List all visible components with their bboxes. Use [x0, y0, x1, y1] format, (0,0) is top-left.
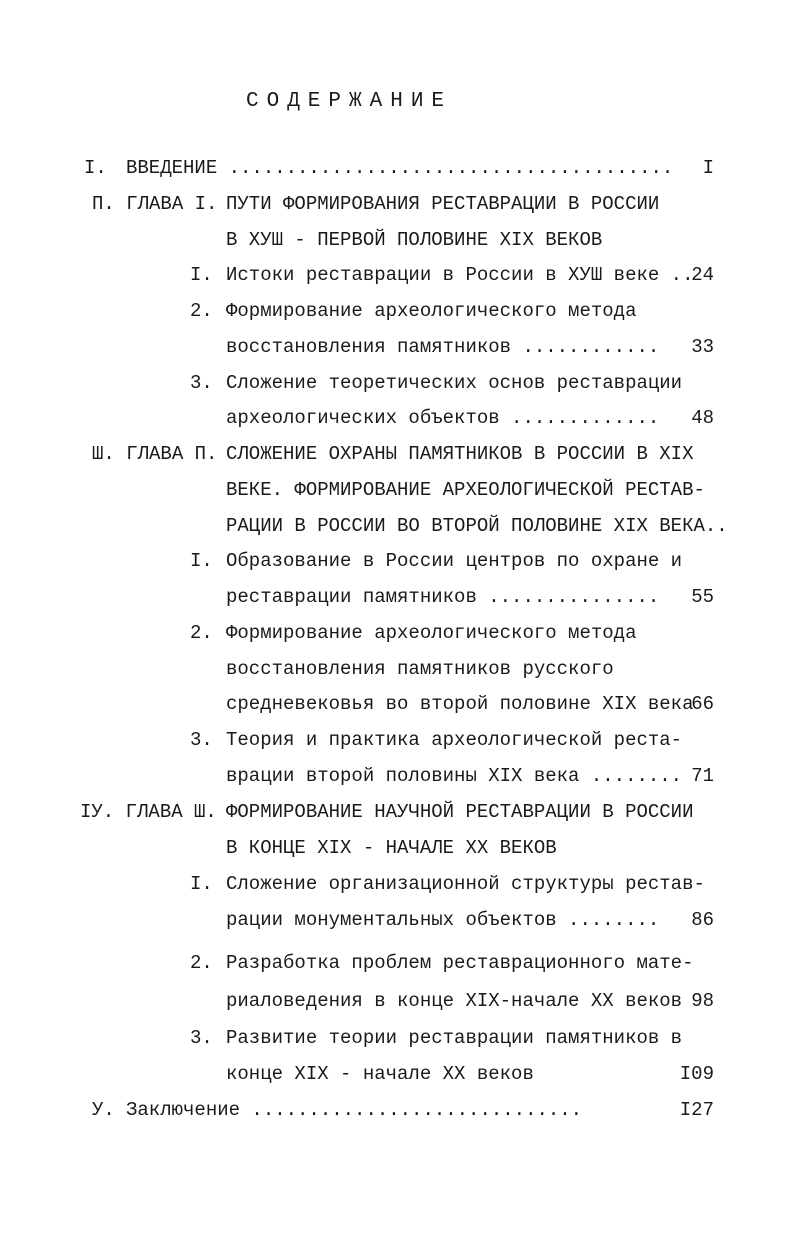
ch2-section-1-number: I. — [190, 550, 213, 572]
chapter-2-number: Ш. ГЛАВА П. — [92, 443, 218, 465]
ch1-section-3-line2: археологических объектов ............. — [226, 407, 660, 429]
chapter-1-title-line2: В ХУШ - ПЕРВОЙ ПОЛОВИНЕ XIX ВЕКОВ — [226, 229, 603, 251]
ch3-section-3-line1: Развитие теории реставрации памятников в — [226, 1027, 683, 1049]
ch1-section-3-page: 48 — [691, 407, 714, 429]
ch2-section-1-line2: реставрации памятников ............... — [226, 586, 660, 608]
ch1-section-1-line1: Истоки реставрации в России в ХУШ веке .. — [226, 264, 694, 286]
entry-conclusion-number: У. — [92, 1099, 115, 1121]
ch2-section-2-page: 66 — [691, 693, 714, 715]
ch1-section-1-page: 24 — [691, 264, 714, 286]
ch3-section-2-page: 98 — [691, 990, 714, 1012]
ch1-section-3-number: 3. — [190, 372, 213, 394]
ch1-section-3-line1: Сложение теоретических основ реставрации — [226, 372, 683, 394]
ch3-section-3-line2: конце XIX - начале XX веков — [226, 1063, 534, 1085]
ch2-section-1-line1: Образование в России центров по охране и — [226, 550, 683, 572]
ch3-section-3-number: 3. — [190, 1027, 213, 1049]
ch3-section-1-line1: Сложение организационной структуры рестав- — [226, 873, 705, 895]
ch2-section-2-line2: восстановления памятников русского — [226, 658, 614, 680]
ch2-section-3-line2: врации второй половины XIX века ........ — [226, 765, 683, 787]
ch2-section-3-line1: Теория и практика археологической реста- — [226, 729, 683, 751]
page-title: СОДЕРЖАНИЕ — [246, 90, 453, 113]
chapter-2-title-line3: РАЦИИ В РОССИИ ВО ВТОРОЙ ПОЛОВИНЕ XIX ВЕКА.. — [226, 515, 728, 537]
ch3-section-2-line1: Разработка проблем реставрационного мате- — [226, 952, 694, 974]
ch3-section-1-line2: рации монументальных объектов ........ — [226, 909, 660, 931]
entry-intro-page: I — [702, 157, 714, 179]
ch3-section-2-line2: риаловедения в конце XIX-начале XX веков — [226, 990, 683, 1012]
ch1-section-2-line1: Формирование археологического метода — [226, 300, 637, 322]
chapter-1-number: П. ГЛАВА I. — [92, 193, 218, 215]
ch3-section-2-number: 2. — [190, 952, 213, 974]
entry-conclusion-page: I27 — [679, 1099, 714, 1121]
ch1-section-2-number: 2. — [190, 300, 213, 322]
ch2-section-1-page: 55 — [691, 586, 714, 608]
ch3-section-1-number: I. — [190, 873, 213, 895]
chapter-3-title-line2: В КОНЦЕ XIX - НАЧАЛЕ XX ВЕКОВ — [226, 837, 557, 859]
ch2-section-3-page: 71 — [691, 765, 714, 787]
ch1-section-1-number: I. — [190, 264, 213, 286]
chapter-1-title-line1: ПУТИ ФОРМИРОВАНИЯ РЕСТАВРАЦИИ В РОССИИ — [226, 193, 660, 215]
ch1-section-2-page: 33 — [691, 336, 714, 358]
chapter-3-title-line1: ФОРМИРОВАНИЕ НАУЧНОЙ РЕСТАВРАЦИИ В РОССИИ — [226, 801, 694, 823]
entry-intro-number: I. — [84, 157, 107, 179]
entry-conclusion-text: Заключение ............................. — [126, 1099, 583, 1121]
ch3-section-1-page: 86 — [691, 909, 714, 931]
ch2-section-2-number: 2. — [190, 622, 213, 644]
chapter-3-number: IУ. ГЛАВА Ш. — [80, 801, 217, 823]
chapter-2-title-line2: ВЕКЕ. ФОРМИРОВАНИЕ АРХЕОЛОГИЧЕСКОЙ РЕСТАВ- — [226, 479, 705, 501]
entry-intro-text: ВВЕДЕНИЕ ....................................... — [126, 157, 674, 179]
ch1-section-2-line2: восстановления памятников ............ — [226, 336, 660, 358]
ch2-section-3-number: 3. — [190, 729, 213, 751]
chapter-2-title-line1: СЛОЖЕНИЕ ОХРАНЫ ПАМЯТНИКОВ В РОССИИ В XIX — [226, 443, 694, 465]
ch3-section-3-page: I09 — [679, 1063, 714, 1085]
ch2-section-2-line1: Формирование археологического метода — [226, 622, 637, 644]
ch2-section-2-line3: средневековья во второй половине XIX века — [226, 693, 694, 715]
